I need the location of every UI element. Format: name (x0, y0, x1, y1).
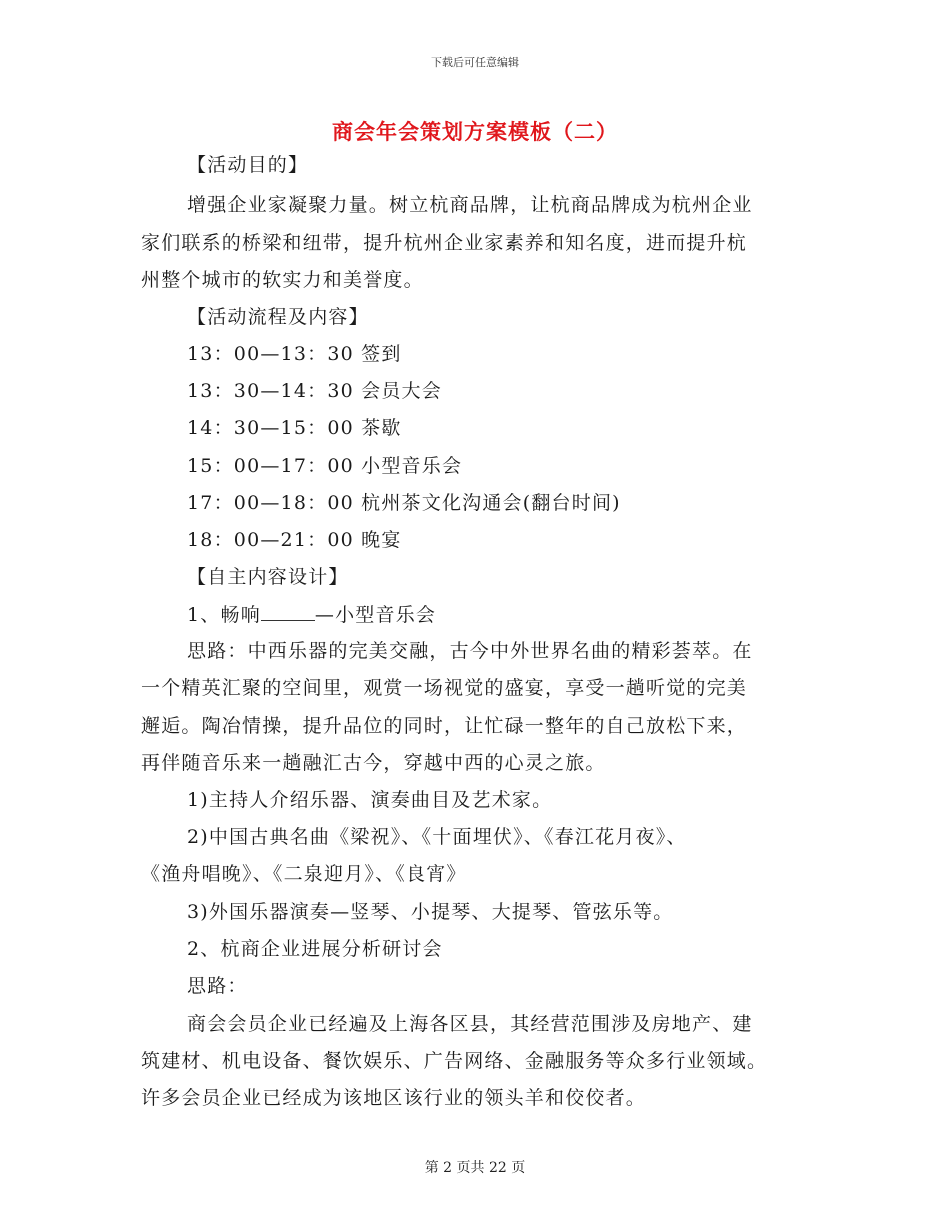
sub-item: 1)主持人介绍乐器、演奏曲目及艺术家。 (187, 789, 553, 811)
paragraph-line: 邂逅。陶冶情操，提升品位的同时，让忙碌一整年的自己放松下来， (141, 715, 748, 737)
fill-in-blank (261, 602, 315, 621)
header-note: 下载后可任意编辑 (431, 56, 519, 69)
paragraph-line: 再伴随音乐来一趟融汇古今，穿越中西的心灵之旅。 (141, 752, 606, 774)
paragraph-line: 思路： (187, 975, 248, 997)
paragraph-line: 家们联系的桥梁和纽带，提升杭州企业家素养和知名度，进而提升杭 (141, 232, 748, 254)
paragraph-line: 商会会员企业已经遍及上海各区县，其经营范围涉及房地产、建 (187, 1013, 753, 1035)
section-heading-design: 【自主内容设计】 (187, 566, 349, 588)
paragraph-line: 思路：中西乐器的完美交融，古今中外世界名曲的精彩荟萃。在 (187, 640, 753, 662)
sub-item: 《渔舟唱晚》、《二泉迎月》、《良宵》 (141, 863, 467, 885)
schedule-item: 14：30—15：00 茶歇 (187, 417, 402, 439)
paragraph-line: 筑建材、机电设备、餐饮娱乐、广告网络、金融服务等众多行业领域。 (141, 1050, 768, 1072)
design-item-1 (187, 602, 436, 627)
sub-item: 3)外国乐器演奏—竖琴、小提琴、大提琴、管弦乐等。 (187, 901, 674, 923)
paragraph-line: 许多会员企业已经成为该地区该行业的领头羊和佼佼者。 (141, 1087, 647, 1109)
schedule-item: 13：30—14：30 会员大会 (187, 380, 442, 402)
document-title: 商会年会策划方案模板（二） (332, 119, 618, 144)
design-item-2: 2、杭商企业进展分析研讨会 (187, 938, 443, 960)
section-heading-purpose: 【活动目的】 (187, 154, 309, 176)
design-item-1-suffix: —小型音乐会 (314, 604, 437, 626)
schedule-item: 18：00—21：00 晚宴 (187, 529, 402, 551)
paragraph-line: 州整个城市的软实力和美誉度。 (141, 269, 424, 291)
section-heading-flow: 【活动流程及内容】 (187, 306, 369, 328)
schedule-item: 15：00—17：00 小型音乐会 (187, 455, 463, 477)
page-footer: 第 2 页共 22 页 (424, 1160, 526, 1176)
design-item-1-prefix: 1、畅响 (187, 604, 261, 626)
schedule-item: 13：00—13：30 签到 (187, 343, 402, 365)
schedule-item: 17：00—18：00 杭州茶文化沟通会(翻台时间) (187, 492, 621, 514)
sub-item: 2)中国古典名曲《梁祝》、《十面埋伏》、《春江花月夜》、 (187, 826, 687, 848)
paragraph-line: 增强企业家凝聚力量。树立杭商品牌，让杭商品牌成为杭州企业 (187, 194, 753, 216)
paragraph-line: 一个精英汇聚的空间里，观赏一场视觉的盛宴，享受一趟听觉的完美 (141, 677, 748, 699)
